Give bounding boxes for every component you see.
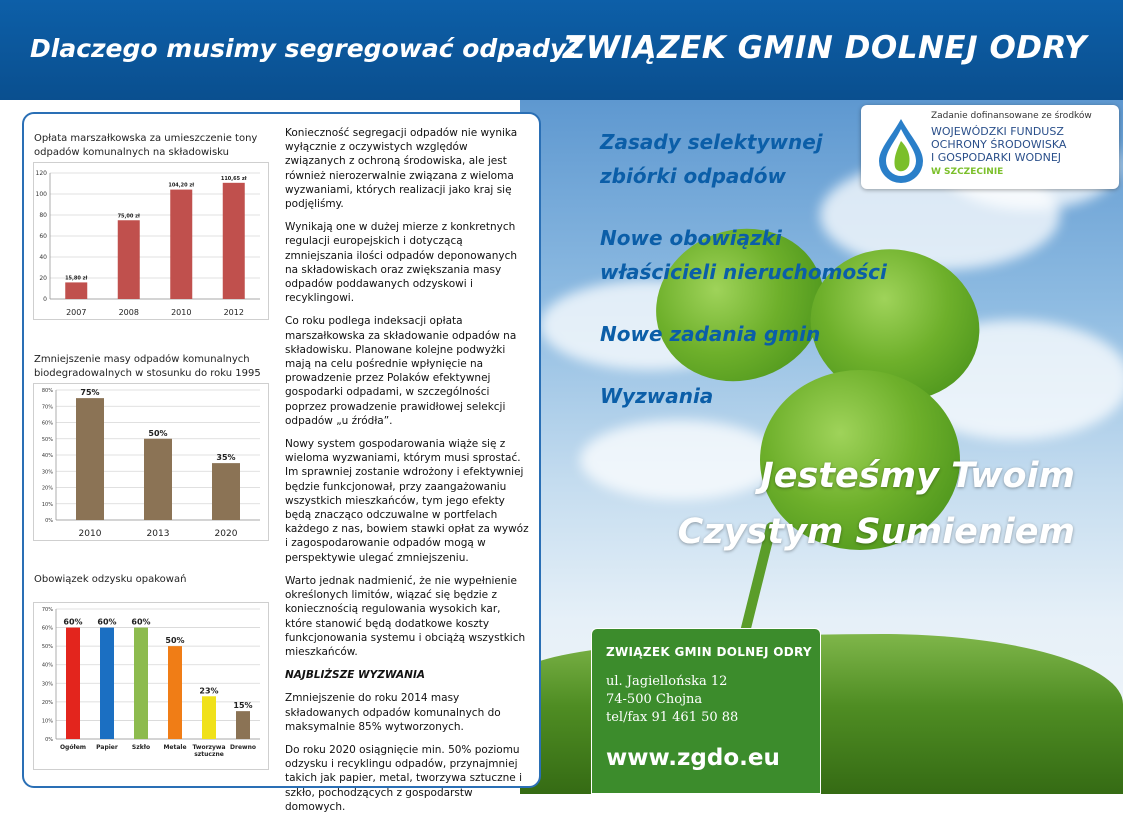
header-bar — [0, 0, 1123, 100]
topic-heading: Nowe zadania gmin — [600, 322, 821, 346]
bar — [168, 646, 182, 739]
y-tick-label: 100 — [35, 191, 47, 198]
paragraph: Nowy system gospodarowania wiąże się z wieloma wyzwaniami, którym musi sprostać. Im sprawniej zostanie wdrożony i efektywniej będzie funkcjonował, przy zaangażowaniu wszystkich mieszkańców, tym jego efekty będą znacząco odczuwalne w portfelach każdego z nas, bowiem stawki opłat za wywóz i zagospodarowanie odpadów mogą w perspektywie ulegać zmniejszeniu. — [285, 438, 529, 564]
topic-heading: Wyzwania — [600, 384, 714, 408]
data-label: 75% — [80, 388, 100, 398]
category-label: 2010 — [78, 529, 102, 539]
y-tick-label: 30% — [41, 469, 53, 476]
bar — [170, 190, 192, 299]
data-label: 23% — [199, 686, 219, 696]
website-link[interactable]: www.zgdo.eu — [606, 745, 780, 771]
bar — [100, 628, 114, 739]
fund-note: Zadanie dofinansowane ze środków — [931, 111, 1092, 121]
contact-city: 74-500 Chojna — [606, 692, 703, 707]
y-tick-label: 40% — [41, 453, 53, 459]
slogan-line-2: Czystym Sumieniem — [677, 512, 1075, 552]
y-tick-label: 120 — [35, 170, 47, 177]
category-label: Ogółem — [59, 744, 87, 751]
water-drop-logo-icon — [873, 117, 929, 183]
bar — [65, 282, 87, 299]
topic-spacer — [600, 289, 887, 317]
category-label: 2007 — [66, 308, 87, 317]
y-tick-label: 20 — [39, 275, 47, 282]
topic-heading: zbiórki odpadów — [600, 164, 786, 188]
section-heading: NAJBLIŻSZE WYZWANIA — [285, 669, 425, 682]
contact-org-name: ZWIĄZEK GMIN DOLNEJ ODRY — [606, 645, 812, 659]
chart-1-svg — [34, 163, 268, 319]
data-label: 104,20 zł — [168, 182, 195, 189]
bar — [134, 628, 148, 739]
topic-heading: właścicieli nieruchomości — [600, 260, 887, 284]
chart-2-title: Zmniejszenie masy odpadów komunalnych biodegradowalnych w stosunku do roku 1995 — [34, 354, 261, 379]
y-tick-label: 80 — [39, 212, 47, 219]
y-tick-label: 0 — [43, 296, 47, 303]
data-label: 50% — [165, 636, 185, 646]
data-label: 60% — [131, 617, 151, 627]
bar — [202, 696, 216, 739]
category-label: 2008 — [118, 308, 139, 317]
y-tick-label: 50% — [41, 436, 53, 443]
bar — [144, 439, 172, 520]
category-label: 2012 — [223, 308, 244, 317]
bar — [76, 398, 104, 520]
article-text — [285, 126, 530, 823]
paragraph: Zmniejszenie do roku 2014 masy składowanych odpadów komunalnych do maksymalnie 85% wytworzonych. — [285, 692, 501, 733]
data-label: 50% — [148, 428, 168, 438]
y-tick-label: 40% — [41, 662, 53, 669]
fund-city: W SZCZECINIE — [931, 167, 1004, 177]
y-tick-label: 60 — [39, 233, 47, 240]
contact-box — [591, 628, 821, 794]
fund-logo-box — [861, 105, 1119, 189]
fund-name — [931, 125, 1066, 164]
y-tick-label: 0% — [45, 737, 53, 743]
bar — [66, 628, 80, 739]
y-tick-label: 70% — [41, 404, 53, 411]
y-tick-label: 60% — [41, 420, 53, 427]
bar — [212, 463, 240, 520]
category-label: Papier — [96, 744, 118, 751]
fund-name-line: I GOSPODARKI WODNEJ — [931, 151, 1062, 164]
y-tick-label: 20% — [41, 485, 53, 492]
data-label: 110,65 zł — [220, 175, 247, 182]
chart-3 — [33, 602, 269, 770]
y-tick-label: 80% — [41, 388, 53, 394]
y-tick-label: 70% — [41, 607, 53, 613]
y-tick-label: 10% — [41, 718, 53, 725]
chart-3-title: Obowiązek odzysku opakowań — [34, 574, 187, 585]
contact-phone: tel/fax 91 461 50 88 — [606, 710, 739, 725]
data-label: 75,00 zł — [117, 213, 140, 220]
paragraph: Konieczność segregacji odpadów nie wynika wyłącznie z oczywistych względów związanych z ochroną środowiska, ale jest również nierozerwalnie związana z wieloma wyzwaniami, których realizacji jako kraj się podjęliśmy. — [285, 127, 518, 211]
data-label: 60% — [63, 617, 83, 627]
y-tick-label: 0% — [45, 518, 53, 524]
chart-2 — [33, 383, 269, 541]
paragraph: Warto jednak nadmienić, że nie wypełnienie określonych limitów, wiązać się będzie z koniecznością regulowania wysokich kar, które stanowić będą dodatkowe koszty funkcjonowania systemu i obciążą wszystkich mieszkańców. — [285, 574, 526, 658]
category-label: Tworzywa — [192, 744, 226, 751]
header-org-name: ZWIĄZEK GMIN DOLNEJ ODRY — [562, 30, 1087, 66]
y-tick-label: 30% — [41, 681, 53, 688]
contact-street: ul. Jagiellońska 12 — [606, 674, 728, 689]
bar — [223, 183, 245, 299]
slogan-line-1: Jesteśmy Twoim — [760, 456, 1075, 496]
paragraph: Wynikają one w dużej mierze z konkretnych regulacji europejskich i dotyczącą zmniejszania ilości odpadów deponowanych na składowiskach oraz zwiększania masy odpadów poddawanych odzyskowi i recyklingowi. — [285, 221, 518, 305]
category-label: Metale — [163, 744, 187, 751]
y-tick-label: 40 — [39, 254, 47, 261]
chart-2-svg — [34, 384, 268, 540]
category-label: Szkło — [131, 744, 151, 751]
paragraph: Do roku 2020 osiągnięcie min. 50% poziomu odzysku i recyklingu odpadów, przynajmniej takich jak papier, metal, tworzywa sztuczne i szkło, pochodzących z gospodarstw domowych. — [285, 743, 522, 813]
data-label: 35% — [216, 453, 236, 463]
topic-list — [600, 125, 887, 413]
y-tick-label: 50% — [41, 644, 53, 651]
topic-heading: Nowe obowiązki — [600, 226, 782, 250]
header-question: Dlaczego musimy segregować odpady? — [30, 34, 581, 63]
data-label: 15% — [233, 701, 253, 711]
slogan — [678, 448, 1075, 560]
y-tick-label: 10% — [41, 501, 53, 508]
bar — [236, 711, 250, 739]
chart-3-svg — [34, 603, 268, 769]
chart-1-title: Opłata marszałkowska za umieszczenie tony odpadów komunalnych na składowisku — [34, 133, 258, 158]
category-label: 2013 — [146, 529, 170, 539]
y-tick-label: 60% — [41, 625, 53, 632]
paragraph: Co roku podlega indeksacji opłata marszałkowska za składowanie odpadów na składowisku. Planowane kolejne podwyżki mają na celu pośrednie wpłynięcie na prowadzenie przez Polaków efektywnej gospodarki odpadami, w szczególności poprzez prowadzenie prawidłowej selekcji odpadów „u źródła”. — [285, 315, 517, 427]
fund-name-line: OCHRONY ŚRODOWISKA — [931, 138, 1067, 151]
chart-1 — [33, 162, 269, 320]
topic-spacer — [600, 351, 887, 379]
category-label: 2010 — [171, 308, 192, 317]
category-label: Drewno — [230, 744, 256, 751]
topic-heading: Zasady selektywnej — [600, 130, 823, 154]
category-label: 2020 — [214, 529, 238, 539]
data-label: 15,80 zł — [65, 275, 88, 282]
category-label: sztuczne — [194, 751, 224, 758]
fund-name-line: WOJEWÓDZKI FUNDUSZ — [931, 125, 1064, 138]
topic-spacer — [600, 193, 887, 221]
data-label: 60% — [97, 617, 117, 627]
y-tick-label: 20% — [41, 699, 53, 706]
bar — [118, 220, 140, 299]
